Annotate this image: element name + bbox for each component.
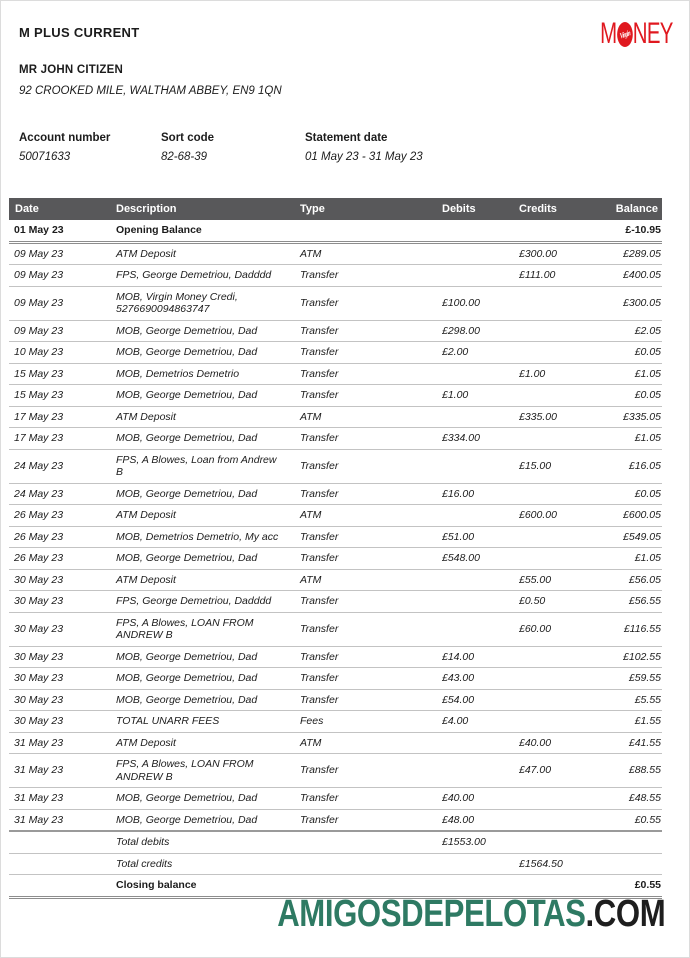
cell-description: ATM Deposit — [116, 732, 300, 754]
statement-date-block — [305, 132, 423, 163]
cell-balance: £289.05 — [591, 242, 662, 265]
cell-balance: £102.55 — [591, 646, 662, 668]
cell-credits — [519, 831, 591, 853]
cell-debits — [442, 754, 519, 788]
cell-date: 30 May 23 — [9, 612, 116, 646]
cell-credits — [519, 385, 591, 407]
cell-date: 30 May 23 — [9, 646, 116, 668]
cell-debits: £14.00 — [442, 646, 519, 668]
cell-description: Opening Balance — [116, 220, 300, 242]
account-number-label: Account number — [19, 132, 111, 144]
cell-description: MOB, Demetrios Demetrio, My acc — [116, 526, 300, 548]
cell-description: Total debits — [116, 831, 300, 853]
logo-letters-ney: NEY — [633, 17, 673, 50]
cell-description: FPS, George Demetriou, Dadddd — [116, 265, 300, 287]
cell-date: 17 May 23 — [9, 428, 116, 450]
cell-credits — [519, 689, 591, 711]
cell-description: FPS, A Blowes, Loan from Andrew B — [116, 449, 300, 483]
virgin-circle-icon — [617, 22, 633, 47]
cell-description: MOB, George Demetriou, Dad — [116, 788, 300, 810]
cell-debits — [442, 732, 519, 754]
cell-date: 31 May 23 — [9, 754, 116, 788]
cell-debits: £54.00 — [442, 689, 519, 711]
cell-description: MOB, George Demetriou, Dad — [116, 320, 300, 342]
table-row — [9, 220, 662, 242]
cell-balance: £48.55 — [591, 788, 662, 810]
cell-description: MOB, George Demetriou, Dad — [116, 428, 300, 450]
cell-type: Transfer — [300, 428, 442, 450]
cell-credits: £0.50 — [519, 591, 591, 613]
watermark — [277, 891, 665, 937]
cell-debits: £40.00 — [442, 788, 519, 810]
cell-type: Transfer — [300, 809, 442, 831]
watermark-suffix-text: .COM — [585, 893, 665, 935]
cell-date: 15 May 23 — [9, 363, 116, 385]
cell-balance: £0.55 — [591, 875, 662, 898]
cell-debits — [442, 505, 519, 527]
table-row — [9, 612, 662, 646]
cell-credits: £15.00 — [519, 449, 591, 483]
cell-description: MOB, Virgin Money Credi, 5276690094863747 — [116, 286, 300, 320]
cell-balance: £1.05 — [591, 363, 662, 385]
cell-debits — [442, 265, 519, 287]
cell-balance — [591, 853, 662, 875]
cell-credits: £47.00 — [519, 754, 591, 788]
cell-balance: £1.05 — [591, 428, 662, 450]
cell-date: 15 May 23 — [9, 385, 116, 407]
cell-date: 31 May 23 — [9, 809, 116, 831]
cell-type: Transfer — [300, 612, 442, 646]
column-header-description: Description — [116, 198, 300, 220]
table-row — [9, 591, 662, 613]
cell-balance: £1.55 — [591, 711, 662, 733]
cell-debits: £43.00 — [442, 668, 519, 690]
statement-table — [9, 198, 662, 899]
cell-balance: £549.05 — [591, 526, 662, 548]
cell-credits — [519, 809, 591, 831]
cell-description: ATM Deposit — [116, 505, 300, 527]
cell-debits: £334.00 — [442, 428, 519, 450]
cell-debits: £298.00 — [442, 320, 519, 342]
table-row — [9, 406, 662, 428]
cell-credits: £1564.50 — [519, 853, 591, 875]
cell-balance: £56.05 — [591, 569, 662, 591]
cell-balance: £0.55 — [591, 809, 662, 831]
cell-credits: £600.00 — [519, 505, 591, 527]
table-row — [9, 853, 662, 875]
cell-type: Transfer — [300, 342, 442, 364]
cell-date: 30 May 23 — [9, 689, 116, 711]
cell-debits: £548.00 — [442, 548, 519, 570]
column-header-type: Type — [300, 198, 442, 220]
cell-type: ATM — [300, 505, 442, 527]
cell-balance: £56.55 — [591, 591, 662, 613]
statement-date-label: Statement date — [305, 132, 388, 144]
cell-debits: £16.00 — [442, 483, 519, 505]
cell-date: 01 May 23 — [9, 220, 116, 242]
cell-credits — [519, 646, 591, 668]
cell-date: 30 May 23 — [9, 711, 116, 733]
cell-date: 24 May 23 — [9, 483, 116, 505]
cell-credits: £1.00 — [519, 363, 591, 385]
sort-code-value: 82-68-39 — [161, 151, 208, 163]
cell-balance: £600.05 — [591, 505, 662, 527]
cell-description: MOB, George Demetriou, Dad — [116, 646, 300, 668]
cell-debits: £4.00 — [442, 711, 519, 733]
cell-debits — [442, 591, 519, 613]
cell-credits — [519, 428, 591, 450]
column-header-debits: Debits — [442, 198, 519, 220]
cell-type: Transfer — [300, 320, 442, 342]
cell-date: 31 May 23 — [9, 732, 116, 754]
cell-credits — [519, 548, 591, 570]
cell-description: TOTAL UNARR FEES — [116, 711, 300, 733]
cell-credits — [519, 526, 591, 548]
table-row — [9, 342, 662, 364]
cell-debits — [442, 569, 519, 591]
table-row — [9, 668, 662, 690]
cell-date: 26 May 23 — [9, 526, 116, 548]
cell-credits — [519, 483, 591, 505]
cell-credits: £300.00 — [519, 242, 591, 265]
cell-description: FPS, A Blowes, LOAN FROM ANDREW B — [116, 612, 300, 646]
cell-date: 26 May 23 — [9, 505, 116, 527]
table-row — [9, 788, 662, 810]
cell-type: ATM — [300, 406, 442, 428]
cell-description: ATM Deposit — [116, 406, 300, 428]
table-row — [9, 505, 662, 527]
cell-debits: £1.00 — [442, 385, 519, 407]
customer-address: 92 CROOKED MILE, WALTHAM ABBEY, EN9 1QN — [19, 85, 282, 97]
cell-type: Transfer — [300, 689, 442, 711]
cell-credits: £111.00 — [519, 265, 591, 287]
cell-type: ATM — [300, 732, 442, 754]
cell-type: Transfer — [300, 526, 442, 548]
cell-balance: £0.05 — [591, 342, 662, 364]
cell-debits — [442, 220, 519, 242]
cell-debits: £1553.00 — [442, 831, 519, 853]
cell-credits — [519, 286, 591, 320]
cell-balance: £0.05 — [591, 385, 662, 407]
cell-date — [9, 875, 116, 898]
cell-balance: £59.55 — [591, 668, 662, 690]
cell-description: MOB, George Demetriou, Dad — [116, 483, 300, 505]
cell-date: 31 May 23 — [9, 788, 116, 810]
cell-type: Transfer — [300, 449, 442, 483]
table-row — [9, 831, 662, 853]
sort-code-block — [161, 132, 214, 163]
column-header-credits: Credits — [519, 198, 591, 220]
cell-type — [300, 831, 442, 853]
cell-credits — [519, 788, 591, 810]
cell-debits — [442, 406, 519, 428]
cell-balance: £0.05 — [591, 483, 662, 505]
cell-description: MOB, George Demetriou, Dad — [116, 689, 300, 711]
cell-date: 30 May 23 — [9, 591, 116, 613]
cell-debits: £2.00 — [442, 342, 519, 364]
cell-debits — [442, 449, 519, 483]
virgin-money-logo — [600, 19, 673, 49]
sort-code-label: Sort code — [161, 132, 215, 144]
cell-credits: £335.00 — [519, 406, 591, 428]
cell-debits: £100.00 — [442, 286, 519, 320]
cell-type: Transfer — [300, 591, 442, 613]
table-row — [9, 548, 662, 570]
table-row — [9, 242, 662, 265]
cell-date: 26 May 23 — [9, 548, 116, 570]
cell-balance: £400.05 — [591, 265, 662, 287]
table-row — [9, 320, 662, 342]
cell-type: Transfer — [300, 668, 442, 690]
table-header-row — [9, 198, 662, 220]
logo-letter-m: M — [600, 17, 617, 50]
cell-date: 10 May 23 — [9, 342, 116, 364]
cell-type: Transfer — [300, 385, 442, 407]
cell-date: 09 May 23 — [9, 265, 116, 287]
cell-balance: £-10.95 — [591, 220, 662, 242]
cell-type: Transfer — [300, 788, 442, 810]
table-row — [9, 286, 662, 320]
account-number-value: 50071633 — [19, 151, 71, 163]
cell-type: Transfer — [300, 754, 442, 788]
cell-debits — [442, 242, 519, 265]
cell-description: FPS, A Blowes, LOAN FROM ANDREW B — [116, 754, 300, 788]
cell-date: 30 May 23 — [9, 569, 116, 591]
cell-type — [300, 220, 442, 242]
page-title: M PLUS CURRENT — [19, 25, 140, 40]
cell-balance: £5.55 — [591, 689, 662, 711]
cell-debits — [442, 853, 519, 875]
cell-description: MOB, George Demetriou, Dad — [116, 342, 300, 364]
cell-description: MOB, Demetrios Demetrio — [116, 363, 300, 385]
cell-date — [9, 831, 116, 853]
cell-type: Fees — [300, 711, 442, 733]
cell-credits — [519, 711, 591, 733]
cell-balance — [591, 831, 662, 853]
table-row — [9, 526, 662, 548]
cell-balance: £2.05 — [591, 320, 662, 342]
cell-debits — [442, 363, 519, 385]
cell-debits: £48.00 — [442, 809, 519, 831]
cell-type: Transfer — [300, 483, 442, 505]
table-row — [9, 483, 662, 505]
account-number-block — [19, 132, 110, 163]
table-row — [9, 363, 662, 385]
statement-date-value: 01 May 23 - 31 May 23 — [305, 151, 423, 163]
cell-date: 17 May 23 — [9, 406, 116, 428]
cell-credits — [519, 668, 591, 690]
table-row — [9, 809, 662, 831]
cell-type: Transfer — [300, 363, 442, 385]
cell-credits — [519, 320, 591, 342]
cell-balance: £16.05 — [591, 449, 662, 483]
cell-description: MOB, George Demetriou, Dad — [116, 548, 300, 570]
cell-balance: £1.05 — [591, 548, 662, 570]
table-row — [9, 646, 662, 668]
virgin-script-text: Virgin — [619, 27, 631, 41]
cell-balance: £41.55 — [591, 732, 662, 754]
cell-type: ATM — [300, 569, 442, 591]
table-row — [9, 711, 662, 733]
table-row — [9, 385, 662, 407]
cell-type — [300, 853, 442, 875]
cell-balance: £88.55 — [591, 754, 662, 788]
cell-description: FPS, George Demetriou, Dadddd — [116, 591, 300, 613]
watermark-main-text: AMIGOSDEPELOTAS — [276, 893, 586, 935]
cell-balance: £335.05 — [591, 406, 662, 428]
cell-date: 30 May 23 — [9, 668, 116, 690]
cell-type: ATM — [300, 242, 442, 265]
cell-date: 09 May 23 — [9, 286, 116, 320]
cell-type: Transfer — [300, 548, 442, 570]
statement-table-body — [9, 220, 662, 897]
table-row — [9, 265, 662, 287]
cell-description: ATM Deposit — [116, 242, 300, 265]
cell-debits: £51.00 — [442, 526, 519, 548]
cell-description: Total credits — [116, 853, 300, 875]
table-row — [9, 449, 662, 483]
table-row — [9, 569, 662, 591]
table-row — [9, 689, 662, 711]
cell-type: Transfer — [300, 286, 442, 320]
table-row — [9, 732, 662, 754]
table-row — [9, 428, 662, 450]
cell-credits — [519, 342, 591, 364]
cell-balance: £116.55 — [591, 612, 662, 646]
cell-description: ATM Deposit — [116, 569, 300, 591]
cell-credits: £55.00 — [519, 569, 591, 591]
cell-description: MOB, George Demetriou, Dad — [116, 385, 300, 407]
column-header-balance: Balance — [591, 198, 662, 220]
cell-debits — [442, 612, 519, 646]
table-row — [9, 754, 662, 788]
cell-description: MOB, George Demetriou, Dad — [116, 809, 300, 831]
column-header-date: Date — [9, 198, 116, 220]
cell-date: 24 May 23 — [9, 449, 116, 483]
cell-date: 09 May 23 — [9, 242, 116, 265]
cell-credits: £40.00 — [519, 732, 591, 754]
cell-date — [9, 853, 116, 875]
cell-description: MOB, George Demetriou, Dad — [116, 668, 300, 690]
cell-credits — [519, 220, 591, 242]
cell-description: Closing balance — [116, 875, 300, 898]
cell-credits: £60.00 — [519, 612, 591, 646]
cell-type: Transfer — [300, 646, 442, 668]
cell-type: Transfer — [300, 265, 442, 287]
cell-date: 09 May 23 — [9, 320, 116, 342]
cell-balance: £300.05 — [591, 286, 662, 320]
customer-name: MR JOHN CITIZEN — [19, 64, 123, 76]
